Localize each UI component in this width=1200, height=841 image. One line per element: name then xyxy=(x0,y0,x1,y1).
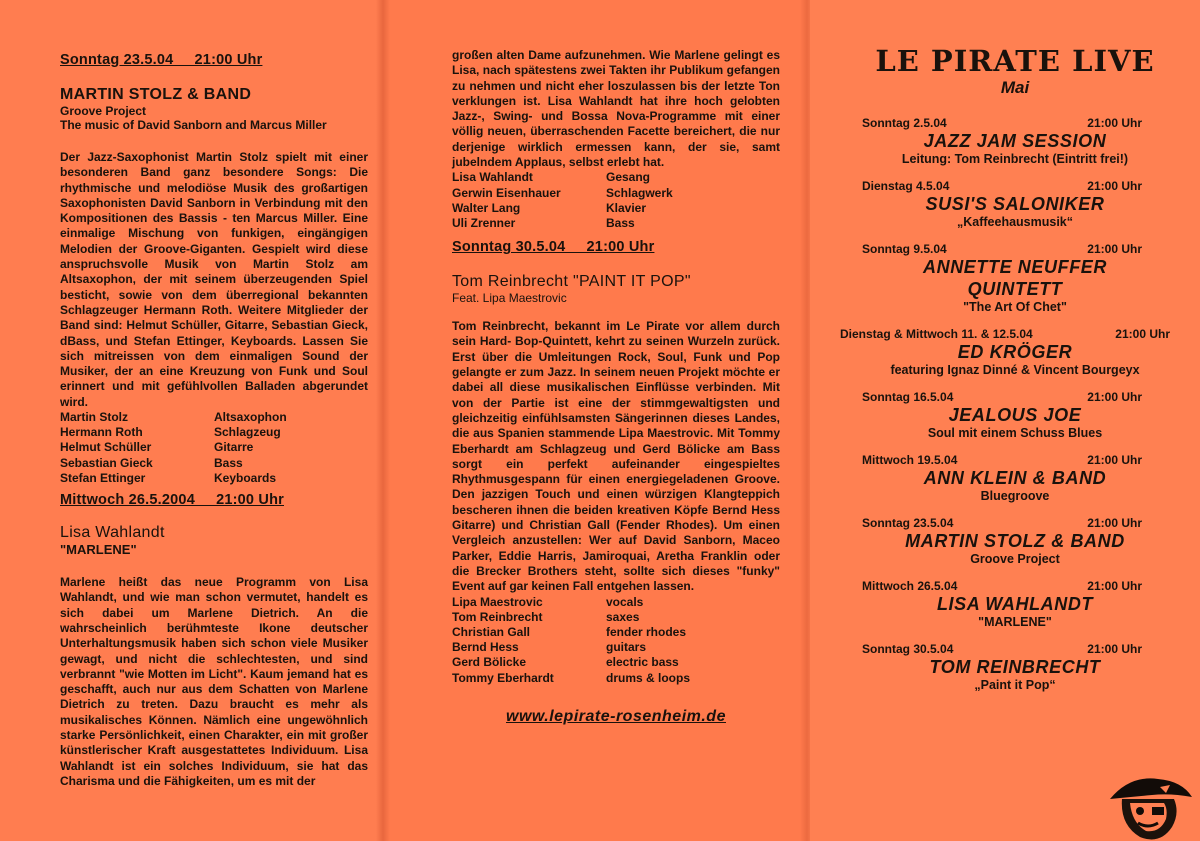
musician-name: Tommy Eberhardt xyxy=(452,670,554,685)
event-time: 21:00 Uhr xyxy=(1115,327,1170,341)
event-entry xyxy=(840,242,1190,314)
act-description-continued: großen alten Dame aufzunehmen. Wie Marlene gelingt es Lisa, nach spätestens zwei Takten ihr Publikum gefangen zu nehmen und nicht eher loszulassen bis der letzte Ton verklungen ist. Lisa Wahlandt hat ihre hoch gelobten Jazz-, Swing- und Bossa Nova-Programme mit einer völlig neuen, überraschenden Facette bereichert, die nur derjenige wirklich ermessen kann, der sie, samt jubelndem Applaus, selbst erlebt hat. xyxy=(452,48,780,170)
lineup-row xyxy=(452,625,690,640)
lineup-row xyxy=(60,410,287,425)
musician-name: Gerd Bölicke xyxy=(452,655,527,670)
musician-name: Walter Lang xyxy=(452,200,521,215)
event-date-row xyxy=(840,579,1190,593)
right-panel xyxy=(810,0,1200,841)
event-entry xyxy=(840,116,1190,166)
act-subtitle: Groove Project xyxy=(60,104,147,118)
act-description: Der Jazz-Saxophonist Martin Stolz spielt mit einer besonderen Band ganz besondere Songs: Die rhythmische und melodiöse Musik des großartigen Saxophonisten David Sanborn in Verbindung mit den Kompositionen des Bassis - ten Marcus Miller. Eine einmalige Mischung von funkigen, eingängigen Melodien der Groove-Giganten. Gespielt wird diese anspruchsvolle Musik von Martin Stolz am Altsaxophon, der mit seinem überzeugenden Spiel besticht, sowie von dem überregional bekannten Schlagzeuger Hermann Roth. Weitere Mitglieder der Band sind: Helmut Schüller, Gitarre, Sebastian Gieck, dBass, und Stefan Ettinger, Keyboards. Lassen Sie sich mitreissen von dem einmaligen Sound der Musiker, der an eine Kreuzung von Funk und Soul erinnert und mit gefühlvollen Balladen abgerundet wird. xyxy=(60,150,368,409)
lineup-row xyxy=(452,170,673,185)
event-date-heading: Mittwoch 26.5.2004 21:00 Uhr xyxy=(60,492,284,509)
musician-name: Lipa Maestrovic xyxy=(452,594,543,609)
act-subtitle: Feat. Lipa Maestrovic xyxy=(452,291,567,306)
musician-instrument: Gitarre xyxy=(214,440,254,455)
musician-name: Tom Reinbrecht xyxy=(452,609,543,624)
lineup-table xyxy=(452,595,690,686)
event-day: Sonntag 16.5.04 xyxy=(862,390,954,404)
musician-name: Christian Gall xyxy=(452,624,531,639)
lineup-row xyxy=(60,425,287,440)
musician-instrument: Schlagwerk xyxy=(606,185,673,200)
event-entry xyxy=(840,179,1190,229)
left-panel xyxy=(0,0,390,841)
event-time: 21:00 Uhr xyxy=(1087,516,1142,530)
event-date-row xyxy=(840,116,1190,130)
event-date-heading: Sonntag 23.5.04 21:00 Uhr xyxy=(60,52,263,68)
event-subtitle: Bluegroove xyxy=(980,489,1050,503)
event-entry xyxy=(840,642,1190,692)
event-subtitle: Groove Project xyxy=(970,552,1060,566)
act-title: Lisa Wahlandt xyxy=(60,524,165,542)
lineup-row xyxy=(452,640,690,655)
event-act: ANNETTE NEUFFER xyxy=(923,257,1107,277)
fold-line xyxy=(376,0,390,841)
event-time: 21:00 Uhr xyxy=(1087,579,1142,593)
musician-instrument: fender rhodes xyxy=(606,624,687,639)
musician-instrument: guitars xyxy=(606,640,647,655)
event-day: Dienstag 4.5.04 xyxy=(862,179,950,193)
event-day: Sonntag 2.5.04 xyxy=(862,116,947,130)
event-day: Sonntag 9.5.04 xyxy=(862,242,947,256)
event-day: Mittwoch 26.5.04 xyxy=(862,579,958,593)
musician-instrument: Bass xyxy=(606,215,635,230)
musician-name: Gerwin Eisenhauer xyxy=(452,185,561,200)
event-time: 21:00 Uhr xyxy=(1087,453,1142,467)
act-description: Tom Reinbrecht, bekannt im Le Pirate vor allem durch sein Hard- Bop-Quintett, kehrt zu seinen Wurzeln zurück. Erst über die Umleitungen Rock, Soul, Funk und Pop gelangte er zum Jazz. In seinem neuen Projekt möchte er dabei all diese musikalischen Einflüsse verbinden. Mit von der Partie ist eine der stimmgewaltigsten und gleichzeitig einfühlsamsten Sängerinnen dieses Landes, die aus Spanien stammende Lipa Maestrovic. Mit Tommy Eberhardt am Schlagzeug und Gerd Bölicke am Bass sorgt ein perfekt aufeinander eingespieltes Rhythmusgespann für einen energiegeladenen Groove. Den jazzigen Touch und einen würzigen Klangteppich bescheren ihnen die beiden kreativen Köpfe Bernd Hess Gitarre) und Christian Gall (Fender Rhodes). Um einen Vergleich anzustellen: Wer auf David Sanborn, Maceo Parker, Eddie Harris, Jamiroquai, Aretha Franklin oder die Brecker Brothers steht, sollte sich dieses "funky" Event auf gar keinen Fall entgehen lassen. xyxy=(452,319,780,594)
event-day: Sonntag 30.5.04 xyxy=(862,642,954,656)
musician-name: Sebastian Gieck xyxy=(60,455,153,470)
event-date-row xyxy=(840,453,1190,467)
lineup-row xyxy=(452,610,690,625)
musician-name: Martin Stolz xyxy=(60,410,128,425)
lineup-row xyxy=(60,471,287,486)
event-date-row xyxy=(840,327,1190,341)
event-act: TOM REINBRECHT xyxy=(929,657,1101,677)
event-list xyxy=(840,116,1190,692)
event-act: JEALOUS JOE xyxy=(948,405,1082,425)
event-act: SUSI'S SALONIKER xyxy=(925,194,1105,214)
musician-instrument: Schlagzeug xyxy=(214,425,281,440)
musician-instrument: Keyboards xyxy=(214,470,277,485)
event-subtitle: „Kaffeehausmusik“ xyxy=(956,215,1073,229)
act-title: Tom Reinbrecht "PAINT IT POP" xyxy=(452,273,691,291)
musician-instrument: Altsaxophon xyxy=(214,410,287,425)
lineup-table xyxy=(452,170,673,231)
lineup-row xyxy=(452,595,690,610)
musician-name: Helmut Schüller xyxy=(60,440,152,455)
lineup-row xyxy=(452,186,673,201)
event-entry xyxy=(840,516,1190,566)
event-act: ED KRÖGER xyxy=(957,342,1073,362)
event-act-line2: QUINTETT xyxy=(967,279,1063,299)
event-day: Dienstag & Mittwoch 11. & 12.5.04 xyxy=(840,327,1033,341)
event-day: Sonntag 23.5.04 xyxy=(862,516,954,530)
event-entry xyxy=(840,579,1190,629)
act-description: Marlene heißt das neue Programm von Lisa Wahlandt, und wie man schon vermutet, handelt es sich dabei um Marlene Dietrich. An die wahrscheinlich berühmteste Ikone deutscher Unterhaltungsmusik haben sich schon viele Musiker gewagt, und nicht die schlechtesten, und sind verbrannt "wie Motten im Licht". Kaum jemand hat es geschafft, auch nur aus dem Schatten von Marlene Dietrich zu treten. Dazu braucht es mehr als musikalisches Können. Nämlich eine ungewöhnlich starke Persönlichkeit, einen Charakter, ein mit großer künstlerischer Kraft ausgestattetes Individuum. Lisa Wahlandt ist ein solches Individuum, sie hat das Charisma und die Fähigkeiten, um es mit der xyxy=(60,575,368,788)
lineup-row xyxy=(60,440,287,455)
middle-panel xyxy=(390,0,810,841)
musician-instrument: Gesang xyxy=(606,170,651,185)
website-link[interactable]: www.lepirate-rosenheim.de xyxy=(506,707,726,725)
musician-name: Stefan Ettinger xyxy=(60,470,146,485)
musician-instrument: Bass xyxy=(214,455,243,470)
event-act: LISA WAHLANDT xyxy=(936,594,1094,614)
musician-name: Lisa Wahlandt xyxy=(452,170,533,185)
event-entry xyxy=(840,390,1190,440)
musician-name: Hermann Roth xyxy=(60,425,143,440)
lineup-row xyxy=(452,671,690,686)
event-day: Mittwoch 19.5.04 xyxy=(862,453,958,467)
event-subtitle: „Paint it Pop“ xyxy=(974,678,1056,692)
event-entry xyxy=(840,453,1190,503)
musician-instrument: electric bass xyxy=(606,655,679,670)
lineup-row xyxy=(452,655,690,670)
musician-instrument: Klavier xyxy=(606,200,647,215)
event-date-row xyxy=(840,642,1190,656)
pirate-logo-icon xyxy=(1100,769,1196,841)
lineup-row xyxy=(60,456,287,471)
event-time: 21:00 Uhr xyxy=(1087,390,1142,404)
lineup-row xyxy=(452,216,673,231)
event-act: ANN KLEIN & BAND xyxy=(923,468,1107,488)
event-act: MARTIN STOLZ & BAND xyxy=(905,531,1125,551)
page-title: LE PIRATE LIVE xyxy=(875,44,1155,78)
musician-instrument: vocals xyxy=(606,594,644,609)
musician-instrument: drums & loops xyxy=(606,670,691,685)
event-date-row xyxy=(840,516,1190,530)
event-time: 21:00 Uhr xyxy=(1087,179,1142,193)
event-subtitle: "MARLENE" xyxy=(978,615,1052,629)
event-date-row xyxy=(840,179,1190,193)
event-subtitle: "The Art Of Chet" xyxy=(963,300,1067,314)
event-subtitle: Soul mit einem Schuss Blues xyxy=(927,426,1103,440)
lineup-table xyxy=(60,410,287,486)
event-date-heading: Sonntag 30.5.04 21:00 Uhr xyxy=(452,239,655,256)
act-subtitle-2: The music of David Sanborn and Marcus Miller xyxy=(60,118,327,132)
event-act: JAZZ JAM SESSION xyxy=(923,131,1107,151)
event-subtitle: featuring Ignaz Dinné & Vincent Bourgeyx xyxy=(890,363,1140,377)
act-subtitle: "MARLENE" xyxy=(60,542,137,558)
musician-instrument: saxes xyxy=(606,609,640,624)
act-title: MARTIN STOLZ & BAND xyxy=(60,86,252,103)
event-time: 21:00 Uhr xyxy=(1087,642,1142,656)
event-time: 21:00 Uhr xyxy=(1087,116,1142,130)
lineup-row xyxy=(452,201,673,216)
musician-name: Uli Zrenner xyxy=(452,215,516,230)
event-time: 21:00 Uhr xyxy=(1087,242,1142,256)
musician-name: Bernd Hess xyxy=(452,640,519,655)
month-label: Mai xyxy=(1000,78,1030,97)
event-entry xyxy=(840,327,1190,377)
event-date-row xyxy=(840,390,1190,404)
event-subtitle: Leitung: Tom Reinbrecht (Eintritt frei!) xyxy=(901,152,1129,166)
event-date-row xyxy=(840,242,1190,256)
